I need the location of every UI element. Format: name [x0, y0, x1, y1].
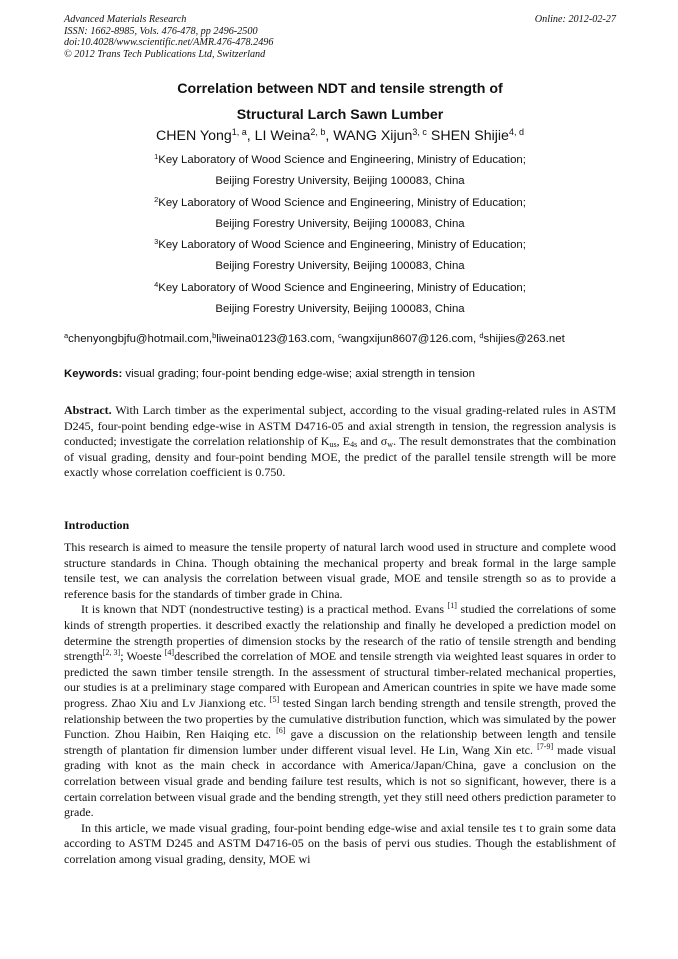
email-address[interactable]: chenyongbjfu@hotmail.com, — [68, 333, 213, 345]
intro-paragraph-3: In this article, we made visual grading, four-point bending edge-wise and axial tensile tes t to grain some data according to ASTM D245 and ASTM D4716-05 on the basis of pervi ous studies. Though the establishment of correlation among visual grading, density, MOE wi — [64, 820, 616, 866]
paper-title-line-2: Structural Larch Sawn Lumber — [236, 107, 444, 123]
affiliation-address: Beijing Forestry University, Beijing 100083, China — [215, 218, 465, 230]
author-affil-mark: 3, c — [412, 127, 427, 137]
journal-name: Advanced Materials Research — [64, 14, 187, 25]
intro-paragraph-1: This research is aimed to measure the tensile property of natural larch wood used in structure and complete wood structure standards in China. Though obtaining the mechanical property and break formal in the large sample tensile test, we can analysis the correlation between visual grade, MOE and tensile strength so as to provide a reference basis for the standards of timber grade in China. — [64, 540, 616, 601]
affiliation-number: 4 — [154, 280, 159, 289]
affiliation-text: Key Laboratory of Wood Science and Engineering, Ministry of Education; — [158, 197, 526, 209]
issn-line: ISSN: 1662-8985, Vols. 476-478, pp 2496-2500 — [64, 25, 258, 37]
abstract: Abstract. With Larch timber as the experimental subject, according to the visual grading-related rules in ASTM D245, four-point bending edge-wise in ASTM D4716-05 and axial strength in tension, the regression analysis is conducted; investigate the correlation relationship of $K_{us}$, $E_{4s}$ and $\sigma_w$. The result demonstrates that the combination of visual grading, density and four-point bending MOE, the predict of the parallel tensile strength will be more exactly whose correlation coefficient is 0.750. — [64, 403, 616, 480]
email-mark: d — [479, 331, 484, 340]
affiliation-address: Beijing Forestry University, Beijing 100083, China — [215, 260, 465, 272]
email-address[interactable]: shijies@263.net — [483, 333, 565, 345]
affiliation-text: Key Laboratory of Wood Science and Engineering, Ministry of Education; — [158, 154, 526, 166]
intro-paragraph-2: It is known that NDT (nondestructive testing) is a practical method. Evans [1] studied the correlations of some kinds of strength properties. it described exactly the relationship and finally he developed a prediction model on determine the strength properties of dimension stocks by the research of the ratio of tensile strength and bending strength[2, 3]; Woeste [4]described the correlation of MOE and tensile strength via weighted least squares in order to predicted the sawn timber tensile strength. In the assessment of structural timber-related mechanical properties, our studies is at a preliminary stage compared with European and American countries in spite we have made some progress. Zhao Xiu and Lv Jianxiong etc. [5] tested Singan larch bending strength and tensile strength, proved the relationship between the two properties by the cumulative distribution function, which was simulated by the power Function. Zhou Haibin, Ren Haiqing etc. [6] gave a discussion on the relationship between length and tensile strength of plantation fir dimension lumber under different visual level. He Lin, Wang Xin etc. [7-9] made visual grading with knot as the main check in accordance with America/Japan/China, gave a conclusion on the correlation between visual grade and bending failure test results, which is not so significant, however, there is a certain correlation between visual grade and the bending strength, yet they still need others prediction parameter to grade. — [64, 601, 617, 820]
affiliation-4 — [64, 281, 616, 316]
author-name: WANG Xijun — [333, 128, 413, 144]
email-address[interactable]: wangxijun8607@126.com, — [341, 333, 477, 345]
affiliation-2 — [64, 196, 616, 231]
author-separator: , — [246, 128, 255, 144]
doi-line: doi:10.4028/www.scientific.net/AMR.476-478.2496 — [64, 37, 274, 49]
author-name: CHEN Yong — [156, 128, 232, 144]
affiliation-3 — [64, 238, 616, 273]
citation[interactable]: [5] — [269, 694, 280, 704]
email-mark: a — [64, 331, 69, 340]
citation[interactable]: [2, 3] — [102, 648, 121, 658]
affiliation-address: Beijing Forestry University, Beijing 100083, China — [215, 303, 465, 315]
copyright-line: © 2012 Trans Tech Publications Ltd, Switzerland — [64, 48, 266, 60]
affiliation-1 — [64, 153, 616, 188]
citation[interactable]: [6] — [276, 726, 286, 736]
author-name: LI Weina — [254, 128, 311, 144]
affiliation-address: Beijing Forestry University, Beijing 100083, China — [215, 175, 465, 187]
author-separator: , — [325, 128, 334, 144]
paper-title-line-1: Correlation between NDT and tensile strength of — [177, 81, 503, 97]
introduction-body — [64, 540, 616, 867]
author-list — [64, 128, 616, 144]
author-affil-mark: 2, b — [310, 127, 326, 137]
journal-header — [64, 14, 616, 60]
citation[interactable]: [4] — [164, 648, 175, 658]
author-affil-mark: 4, d — [508, 127, 524, 137]
keywords — [64, 368, 616, 380]
affiliation-number: 2 — [154, 195, 159, 204]
affiliation-text: Key Laboratory of Wood Science and Engineering, Ministry of Education; — [158, 239, 526, 251]
abstract-label: Abstract. — [64, 403, 112, 417]
keywords-text: visual grading; four-point bending edge-wise; axial strength in tension — [125, 368, 475, 380]
keywords-label: Keywords: — [64, 368, 123, 380]
affiliation-text: Key Laboratory of Wood Science and Engineering, Ministry of Education; — [158, 282, 526, 294]
email-mark: c — [338, 331, 342, 340]
email-address[interactable]: liweina0123@163.com, — [216, 333, 335, 345]
affiliation-number: 1 — [154, 152, 159, 161]
author-name: SHEN Shijie — [430, 128, 509, 144]
author-emails — [64, 333, 624, 345]
online-date: Online: 2012-02-27 — [534, 14, 616, 25]
citation[interactable]: [7-9] — [537, 741, 554, 751]
author-affil-mark: 1, a — [231, 127, 247, 137]
section-heading: Introduction — [64, 518, 130, 532]
email-mark: b — [212, 331, 217, 340]
citation[interactable]: [1] — [447, 601, 457, 611]
affiliation-number: 3 — [154, 237, 159, 246]
